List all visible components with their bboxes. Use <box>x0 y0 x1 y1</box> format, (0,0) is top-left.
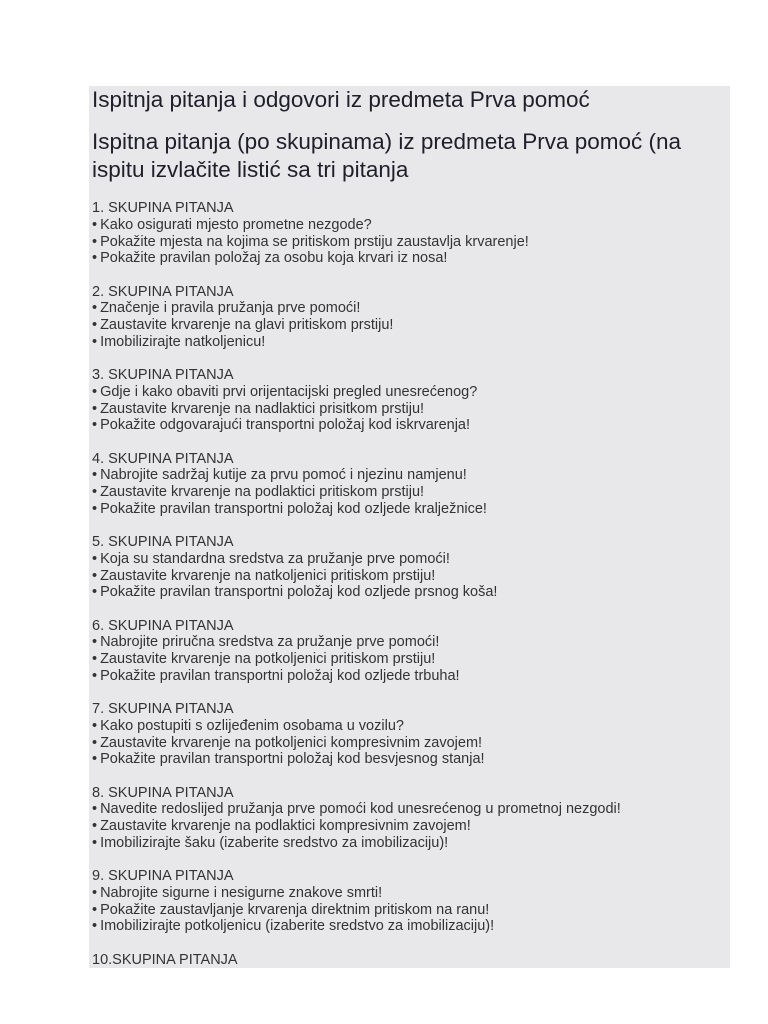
question-text: Pokažite zaustavljanje krvarenja direktnim pritiskom na ranu! <box>100 901 490 918</box>
group-heading: 7. SKUPINA PITANJA <box>92 701 234 717</box>
bullet-icon: • <box>92 667 98 684</box>
question-text: Kako osigurati mjesto prometne nezgode? <box>100 216 372 233</box>
document-title: Ispitnja pitanja i odgovori iz predmeta Prva pomoć <box>92 87 590 112</box>
bullet-icon: • <box>92 417 98 434</box>
question-text: Zaustavite krvarenje na potkoljenici pritiskom prstiju! <box>100 651 436 667</box>
question-group <box>92 868 724 935</box>
question-text: Pokažite pravilan transportni položaj kod ozljede trbuha! <box>100 667 460 684</box>
question-item <box>92 401 724 418</box>
question-item <box>92 801 724 818</box>
bullet-icon: • <box>92 484 98 500</box>
document-page <box>89 86 730 968</box>
question-item <box>92 818 724 835</box>
question-text: Gdje i kako obaviti prvi orijentacijski pregled unesrećenog? <box>100 383 478 400</box>
bullet-icon: • <box>92 734 98 751</box>
bullet-icon: • <box>92 918 98 935</box>
question-item <box>92 634 724 651</box>
bullet-icon: • <box>92 901 98 918</box>
bullet-icon: • <box>92 250 98 267</box>
question-text: Pokažite pravilan položaj za osobu koja krvari iz nosa! <box>100 250 448 267</box>
bullet-icon: • <box>92 216 98 233</box>
question-group <box>92 534 724 601</box>
question-item <box>92 334 724 351</box>
question-item <box>92 718 724 735</box>
bullet-icon: • <box>92 818 98 834</box>
question-item <box>92 751 724 768</box>
question-group <box>92 367 724 434</box>
question-item <box>92 384 724 401</box>
question-text: Zaustavite krvarenje na podlaktici pritiskom prstiju! <box>100 484 425 500</box>
bullet-icon: • <box>92 550 98 567</box>
question-text: Zaustavite krvarenje na podlaktici kompresivnim zavojem! <box>100 818 471 834</box>
question-text: Pokažite mjesta na kojima se pritiskom prstiju zaustavlja krvarenje! <box>100 233 529 250</box>
question-group <box>92 284 724 351</box>
bullet-icon: • <box>92 400 98 417</box>
question-text: Navedite redoslijed pružanja prve pomoći kod unesrećenog u prometnoj nezgodi! <box>100 801 621 818</box>
group-heading: 4. SKUPINA PITANJA <box>92 450 234 467</box>
question-text: Pokažite odgovarajući transportni položaj kod iskrvarenja! <box>100 417 471 434</box>
bullet-icon: • <box>92 834 98 851</box>
question-text: Nabrojite sadržaj kutije za prvu pomoć i njezinu namjenu! <box>100 467 467 484</box>
question-text: Nabrojite priručna sredstva za pružanje prve pomoći! <box>100 634 440 651</box>
group-heading: 9. SKUPINA PITANJA <box>92 868 234 884</box>
group-heading: 6. SKUPINA PITANJA <box>92 617 234 634</box>
question-item <box>92 234 724 251</box>
question-item <box>92 501 724 518</box>
question-text: Imobilizirajte šaku (izaberite sredstvo za imobilizaciju)! <box>100 834 449 851</box>
question-item <box>92 651 724 668</box>
question-item <box>92 317 724 334</box>
question-text: Pokažite pravilan transportni položaj kod besvjesnog stanja! <box>100 751 485 768</box>
question-text: Imobilizirajte natkoljenicu! <box>100 333 266 350</box>
question-item <box>92 902 724 919</box>
bullet-icon: • <box>92 467 98 484</box>
question-item <box>92 217 724 234</box>
question-text: Zaustavite krvarenje na potkoljenici kompresivnim zavojem! <box>100 734 483 751</box>
question-item <box>92 417 724 434</box>
question-item <box>92 668 724 685</box>
question-item <box>92 551 724 568</box>
bullet-icon: • <box>92 317 98 333</box>
question-text: Kako postupiti s ozlijeđenim osobama u vozilu? <box>100 717 404 734</box>
question-text: Koja su standardna sredstva za pružanje prve pomoći! <box>100 550 450 567</box>
question-item <box>92 568 724 585</box>
group-heading: 1. SKUPINA PITANJA <box>92 200 234 216</box>
question-item <box>92 735 724 752</box>
bullet-icon: • <box>92 567 98 584</box>
question-text: Značenje i pravila pružanja prve pomoći! <box>100 300 361 317</box>
question-group <box>92 785 724 852</box>
bullet-icon: • <box>92 651 98 667</box>
question-text: Pokažite pravilan transportni položaj kod ozljede prsnog koša! <box>100 584 498 601</box>
bullet-icon: • <box>92 884 98 901</box>
question-text: Zaustavite krvarenje na glavi pritiskom prstiju! <box>100 317 394 333</box>
bullet-icon: • <box>92 751 98 768</box>
bullet-icon: • <box>92 584 98 601</box>
question-item <box>92 918 724 935</box>
question-text: Zaustavite krvarenje na nadlaktici prisitkom prstiju! <box>100 400 425 417</box>
group-heading: 2. SKUPINA PITANJA <box>92 283 234 300</box>
bullet-icon: • <box>92 634 98 651</box>
question-group <box>92 451 724 518</box>
question-text: Zaustavite krvarenje na natkoljenici pritiskom prstiju! <box>100 567 436 584</box>
document-subtitle: Ispitna pitanja (po skupinama) iz predmeta Prva pomoć (na ispitu izvlačite listić sa tri pitanja <box>92 129 682 182</box>
question-group <box>92 701 724 768</box>
question-item <box>92 250 724 267</box>
question-item <box>92 885 724 902</box>
question-item <box>92 584 724 601</box>
group-heading: 5. SKUPINA PITANJA <box>92 534 234 550</box>
group-heading: 10.SKUPINA PITANJA <box>92 951 238 968</box>
bullet-icon: • <box>92 801 98 818</box>
question-item <box>92 467 724 484</box>
question-text: Pokažite pravilan transportni položaj kod ozljede kralježnice! <box>100 500 487 517</box>
bullet-icon: • <box>92 333 98 350</box>
question-group <box>92 200 724 267</box>
group-heading: 3. SKUPINA PITANJA <box>92 367 234 383</box>
question-item <box>92 835 724 852</box>
question-groups <box>92 200 724 968</box>
bullet-icon: • <box>92 233 98 250</box>
bullet-icon: • <box>92 717 98 734</box>
question-item <box>92 300 724 317</box>
bullet-icon: • <box>92 383 98 400</box>
bullet-icon: • <box>92 300 98 317</box>
group-heading: 8. SKUPINA PITANJA <box>92 784 234 801</box>
question-group <box>92 618 724 685</box>
question-text: Imobilizirajte potkoljenicu (izaberite sredstvo za imobilizaciju)! <box>100 918 495 935</box>
bullet-icon: • <box>92 500 98 517</box>
question-group <box>92 952 724 969</box>
question-item <box>92 484 724 501</box>
question-text: Nabrojite sigurne i nesigurne znakove smrti! <box>100 884 383 901</box>
